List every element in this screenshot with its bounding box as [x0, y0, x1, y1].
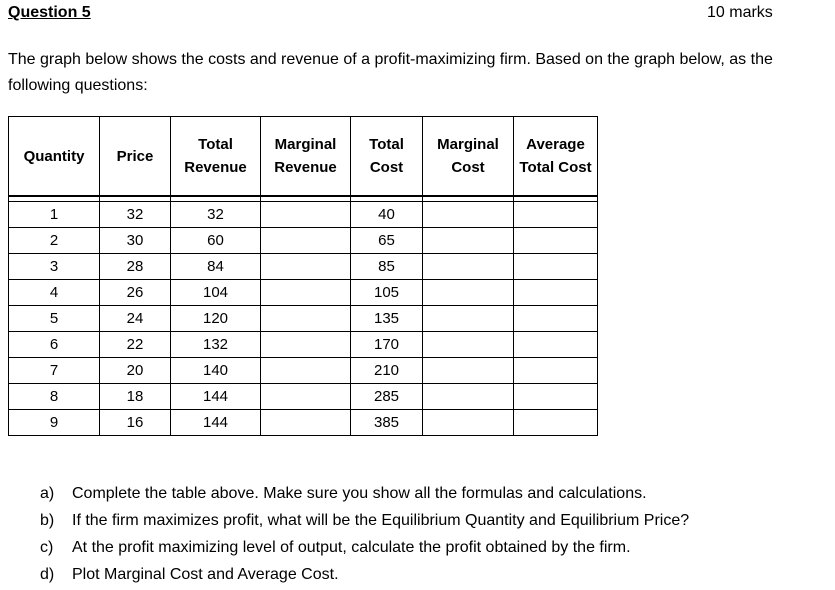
cell-quantity: 2: [9, 228, 100, 254]
cell-total-cost: 170: [351, 332, 423, 358]
cell-quantity: 1: [9, 202, 100, 228]
cell-total-cost: 285: [351, 384, 423, 410]
cell-marginal-cost: [423, 280, 514, 306]
question-text: Complete the table above. Make sure you show all the formulas and calculations.: [72, 485, 647, 502]
cell-price: 22: [100, 332, 171, 358]
cell-price: 32: [100, 202, 171, 228]
cell-quantity: 8: [9, 384, 100, 410]
cell-marginal-cost: [423, 410, 514, 436]
table-body: [9, 196, 598, 436]
question-text: If the firm maximizes profit, what will be the Equilibrium Quantity and Equilibrium Price?: [72, 512, 690, 529]
cell-marginal-cost: [423, 202, 514, 228]
header-price: Price: [100, 117, 171, 197]
cell-marginal-cost: [423, 306, 514, 332]
cell-marginal-revenue: [261, 306, 351, 332]
cell-total-revenue: 144: [171, 384, 261, 410]
intro-text: The graph below shows the costs and revenue of a profit-maximizing firm. Based on the graph below, as the following questions:: [8, 51, 773, 94]
cell-quantity: 4: [9, 280, 100, 306]
header-quantity: Quantity: [9, 117, 100, 197]
cell-average-total-cost: [514, 332, 598, 358]
cell-average-total-cost: [514, 358, 598, 384]
table-row: [9, 280, 598, 306]
table-row: [9, 202, 598, 228]
cell-total-revenue: 32: [171, 202, 261, 228]
cell-quantity: 6: [9, 332, 100, 358]
cell-marginal-cost: [423, 228, 514, 254]
header-total-revenue: Total Revenue: [171, 117, 261, 197]
cell-total-cost: 210: [351, 358, 423, 384]
cell-total-cost: 65: [351, 228, 423, 254]
cell-price: 16: [100, 410, 171, 436]
cell-marginal-cost: [423, 358, 514, 384]
cell-average-total-cost: [514, 280, 598, 306]
cell-total-revenue: 132: [171, 332, 261, 358]
cell-marginal-cost: [423, 384, 514, 410]
cell-total-revenue: 120: [171, 306, 261, 332]
cell-marginal-revenue: [261, 332, 351, 358]
question-text: At the profit maximizing level of output, calculate the profit obtained by the firm.: [72, 539, 631, 556]
question-title: Question 5: [8, 4, 91, 21]
cell-quantity: 3: [9, 254, 100, 280]
cell-price: 20: [100, 358, 171, 384]
cell-total-cost: 40: [351, 202, 423, 228]
question-label: a): [40, 485, 55, 502]
cell-marginal-revenue: [261, 254, 351, 280]
question-text: Plot Marginal Cost and Average Cost.: [72, 566, 339, 583]
cell-average-total-cost: [514, 228, 598, 254]
question-label: d): [40, 566, 55, 583]
table-row: [9, 384, 598, 410]
cell-average-total-cost: [514, 254, 598, 280]
header-total-cost: Total Cost: [351, 117, 423, 197]
question-label: b): [40, 512, 55, 529]
cell-total-cost: 85: [351, 254, 423, 280]
cell-quantity: 5: [9, 306, 100, 332]
cell-marginal-revenue: [261, 228, 351, 254]
cell-marginal-cost: [423, 332, 514, 358]
question-list: [40, 480, 689, 588]
question-item: [40, 480, 689, 507]
header-average-total-cost: Average Total Cost: [514, 117, 598, 197]
cell-total-revenue: 104: [171, 280, 261, 306]
cost-revenue-table: [8, 116, 598, 436]
question-item: [40, 534, 689, 561]
table-row: [9, 228, 598, 254]
header-marginal-cost: Marginal Cost: [423, 117, 514, 197]
cell-total-cost: 135: [351, 306, 423, 332]
table-header-row: [9, 117, 598, 197]
cell-total-cost: 385: [351, 410, 423, 436]
table-row: [9, 254, 598, 280]
cell-total-revenue: 140: [171, 358, 261, 384]
cell-price: 24: [100, 306, 171, 332]
cell-marginal-revenue: [261, 358, 351, 384]
cell-price: 18: [100, 384, 171, 410]
cell-marginal-revenue: [261, 384, 351, 410]
cell-price: 28: [100, 254, 171, 280]
question-label: c): [40, 539, 54, 556]
cell-average-total-cost: [514, 306, 598, 332]
cell-average-total-cost: [514, 202, 598, 228]
cell-marginal-cost: [423, 254, 514, 280]
table-row: [9, 358, 598, 384]
cell-average-total-cost: [514, 410, 598, 436]
cell-total-revenue: 84: [171, 254, 261, 280]
table-row: [9, 410, 598, 436]
header-marginal-revenue: Marginal Revenue: [261, 117, 351, 197]
cell-price: 30: [100, 228, 171, 254]
cell-price: 26: [100, 280, 171, 306]
cell-total-revenue: 60: [171, 228, 261, 254]
cell-average-total-cost: [514, 384, 598, 410]
marks-label: 10 marks: [707, 4, 773, 21]
cell-total-cost: 105: [351, 280, 423, 306]
cell-quantity: 7: [9, 358, 100, 384]
table-row: [9, 306, 598, 332]
cell-marginal-revenue: [261, 202, 351, 228]
cell-quantity: 9: [9, 410, 100, 436]
table-row: [9, 332, 598, 358]
cell-total-revenue: 144: [171, 410, 261, 436]
cell-marginal-revenue: [261, 410, 351, 436]
question-item: [40, 507, 689, 534]
question-item: [40, 561, 689, 588]
cell-marginal-revenue: [261, 280, 351, 306]
